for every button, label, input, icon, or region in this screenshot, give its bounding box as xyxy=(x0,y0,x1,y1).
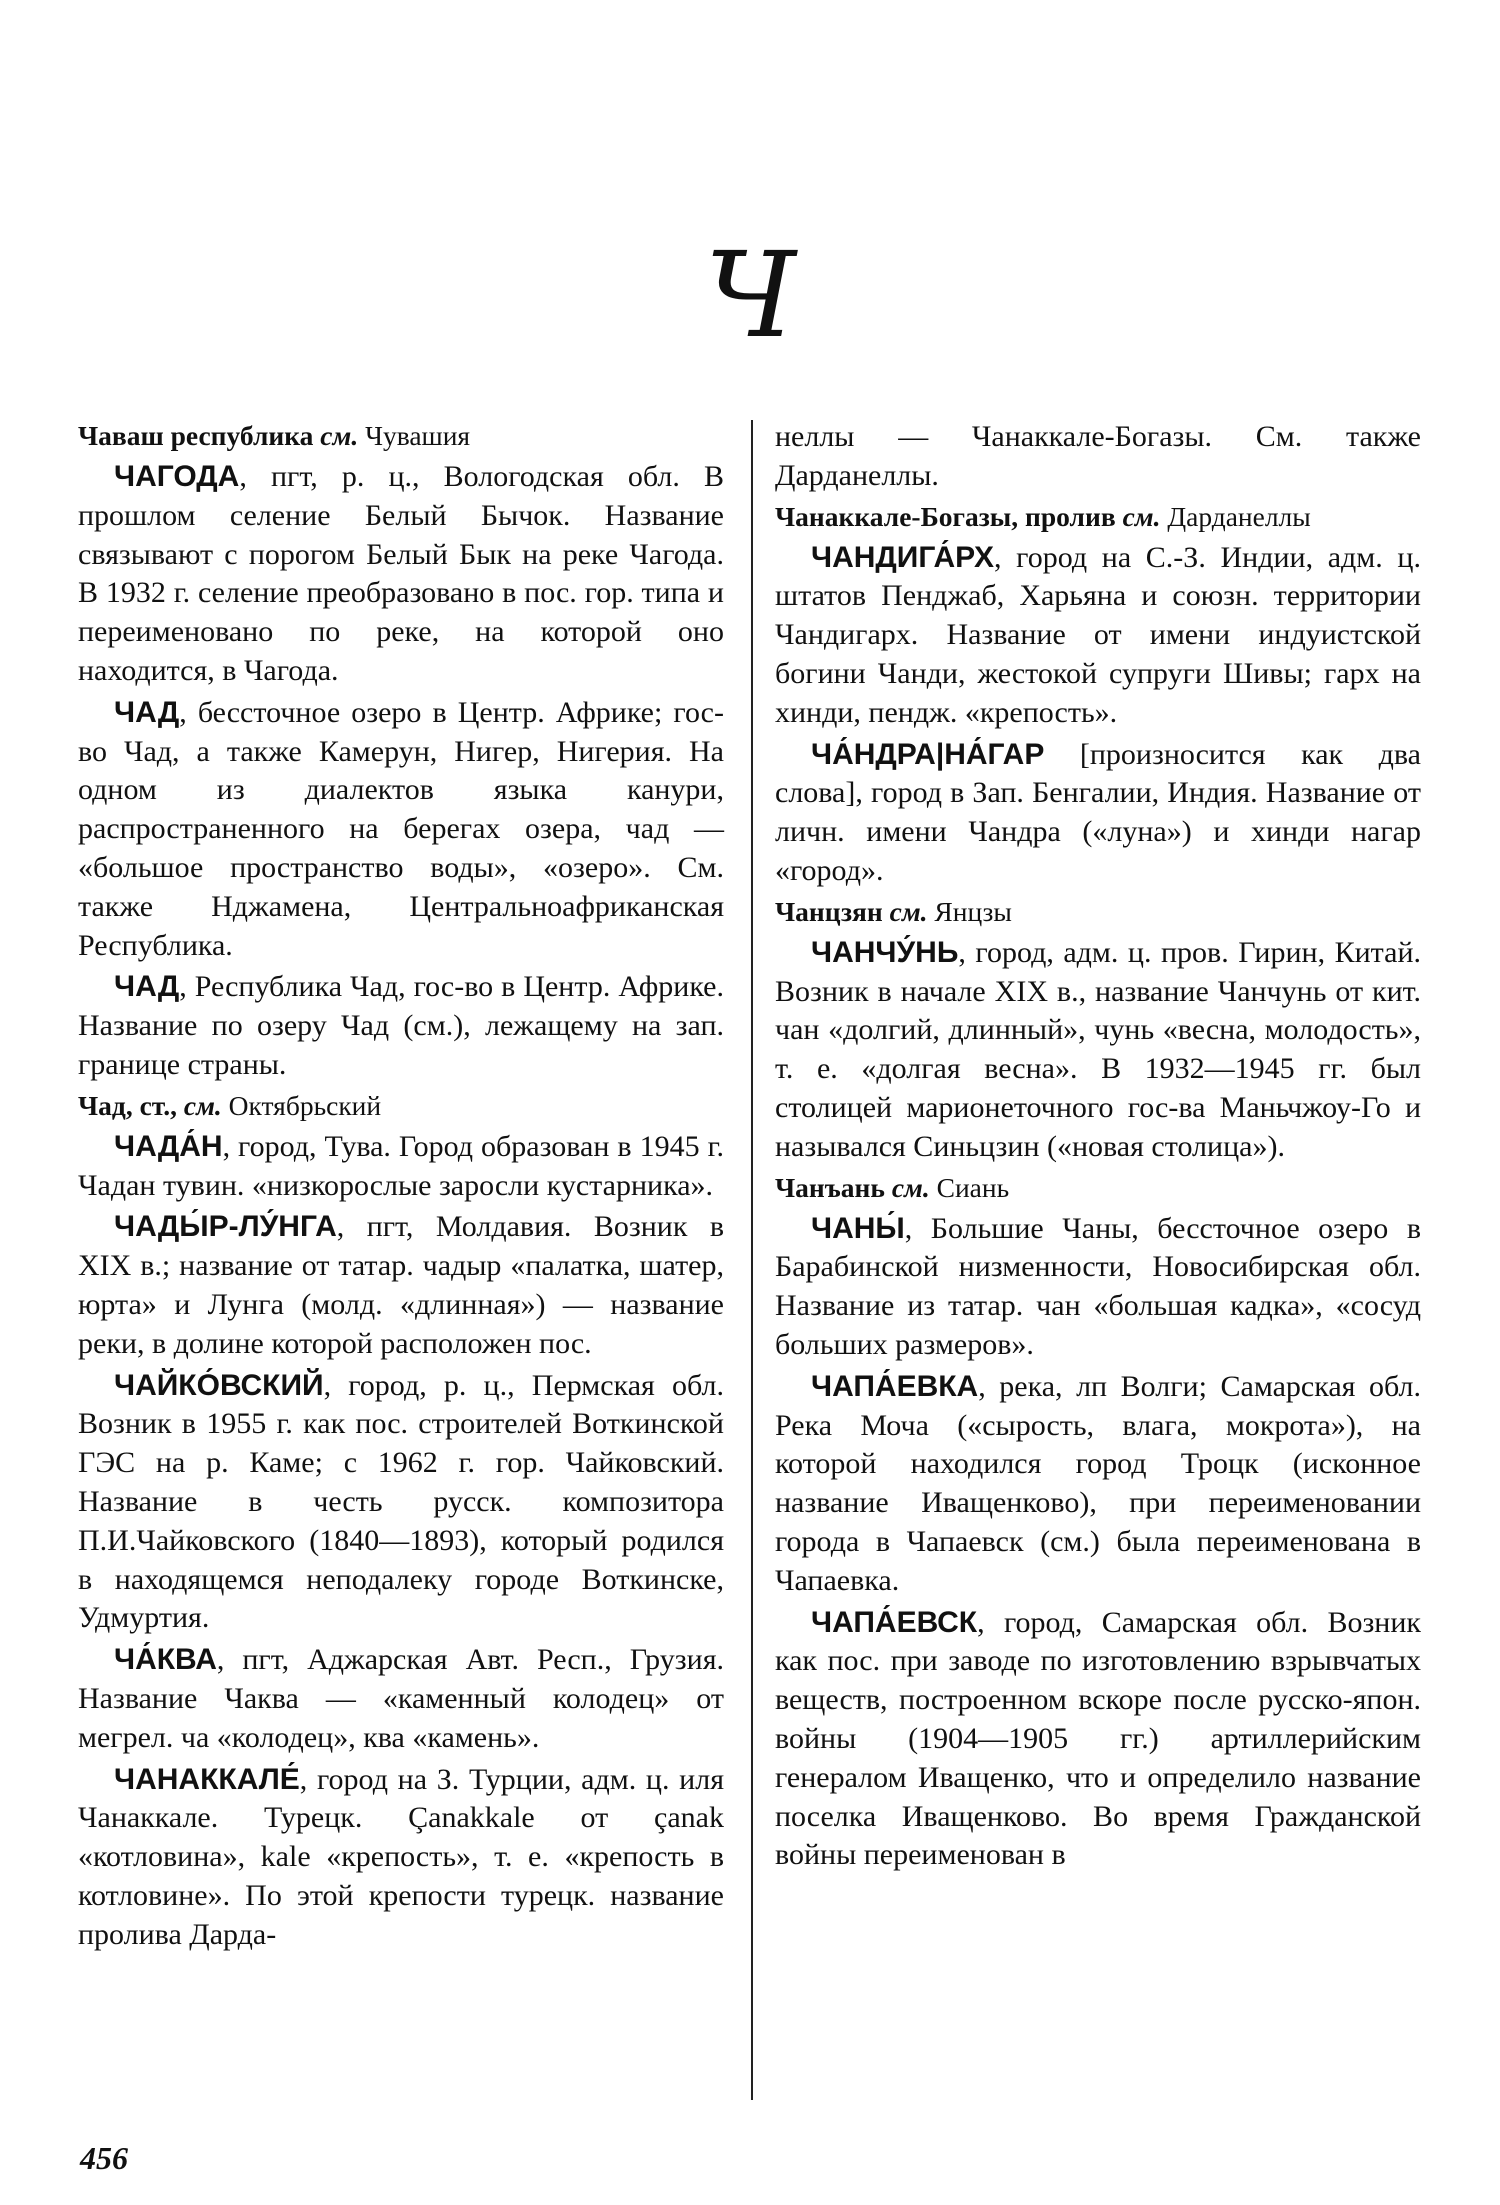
dictionary-entry xyxy=(78,1367,724,1639)
entry-headword: ЧА́КВА xyxy=(114,1643,217,1677)
entry-text: , город, адм. ц. пров. Гирин, Китай. Возник в начале XIX в., название Чанчунь от кит. чан «долгий, длинный», чунь «весна, молодость», т. е. «долгая весна». В 1932—1945 гг. был столицей марионеточного гос-ва Маньчжоу-Го и назывался Синьцзин («новая столица»). xyxy=(775,935,1421,1163)
entry-text: , город, Тува. Город образован в 1945 г. Чадан тувин. «низкорослые заросли кустарника». xyxy=(78,1129,724,1202)
dictionary-entry xyxy=(775,499,1421,535)
entry-text: Дарданеллы xyxy=(1160,500,1311,532)
dictionary-entry xyxy=(775,539,1421,733)
entry-text: [произносится как два слова], город в Зап. Бенгалии, Индия. Название от личн. имени Чандра («луна») и хинди нагар «город». xyxy=(775,737,1421,887)
entry-text: Октябрьский xyxy=(221,1089,382,1121)
entry-text: Чувашия xyxy=(358,420,471,451)
entry-headword: ЧАПА́ЕВКА xyxy=(811,1369,979,1403)
entry-headword: Чанаккале-Богазы, пролив xyxy=(775,500,1116,532)
entry-text: , город на С.-З. Индии, адм. ц. штатов Пенджаб, Харьяна и союзн. территории Чандигарх. Название от имени индуистской богини Чанди, жестокой супруги Шивы; гарх на хинди, пендж. «крепость». xyxy=(775,540,1421,729)
entry-text: , Республика Чад, гос-во в Центр. Африке. Название по озеру Чад (см.), лежащему на зап. границе страны. xyxy=(78,970,724,1081)
dictionary-entry xyxy=(78,1208,724,1363)
entry-text: , пгт, р. ц., Вологодская обл. В прошлом селение Белый Бычок. Название связывают с порогом Белый Бык на реке Чагода. В 1932 г. селение преобразовано в пос. гор. типа и переименовано по реке, на которой оно находится, в Чагода. xyxy=(78,460,724,687)
entry-headword: ЧАГОДА xyxy=(114,460,240,493)
entry-text: , Большие Чаны, бессточное озеро в Барабинской низменности, Новосибирская обл. Название из татар. чан «большая кадка», «сосуд больших размеров». xyxy=(775,1211,1421,1361)
entry-headword: ЧАДЫ́Р-ЛУ́НГА xyxy=(114,1210,337,1244)
dictionary-entry xyxy=(775,1210,1421,1365)
entry-headword: Чанъань xyxy=(775,1171,885,1203)
entry-reference: см. xyxy=(882,895,928,927)
section-letter: Ч xyxy=(704,226,796,364)
entry-headword: ЧАД xyxy=(114,695,180,729)
dictionary-entry xyxy=(775,736,1421,891)
dictionary-entry xyxy=(78,968,724,1084)
dictionary-entry xyxy=(78,418,724,454)
entry-text: , пгт, Аджарская Авт. Респ., Грузия. Название Чаква — «каменный колодец» от мегрел. ча «колодец», ква «камень». xyxy=(78,1643,724,1754)
dictionary-entry xyxy=(775,418,1421,496)
entry-headword: ЧАНЫ́ xyxy=(811,1211,905,1245)
entry-reference: см. xyxy=(320,420,359,451)
entry-reference: см. xyxy=(884,1171,930,1203)
entry-headword: Чад, ст., xyxy=(78,1089,177,1121)
page-number: 456 xyxy=(80,2140,128,2176)
dictionary-entry xyxy=(78,1128,724,1206)
dictionary-entry xyxy=(78,1641,724,1757)
dictionary-entry xyxy=(775,934,1421,1167)
entry-headword: ЧАДА́Н xyxy=(114,1129,223,1163)
entry-headword: ЧАНДИГА́РХ xyxy=(811,540,995,574)
dictionary-entry xyxy=(775,894,1421,930)
entry-text: , город, р. ц., Пермская обл. Возник в 1955 г. как пос. строителей Воткинской ГЭС на р. Каме; с 1962 г. гор. Чайковский. Название в честь русск. композитора П.И.Чайковского (1840—1893), который родился в находящемся неподалеку городе Воткинске, Удмуртия. xyxy=(78,1368,724,1635)
dictionary-entry xyxy=(78,1088,724,1124)
entry-headword: ЧАНАККАЛЕ́ xyxy=(114,1762,300,1796)
dictionary-entry xyxy=(775,1170,1421,1206)
entry-text: неллы — Чанаккале-Богазы. См. также Дарданеллы. xyxy=(775,420,1421,492)
entry-reference: см. xyxy=(177,1089,222,1121)
dictionary-entry xyxy=(775,1368,1421,1601)
entry-text: , город, Самарская обл. Возник как пос. при заводе по изготовлению взрывчатых веществ, построенном вскоре после русско-япон. войны (1904—1905 гг.) артиллерийским генералом Иващенко, что и определило название поселка Иващенково. Во время Гражданской войны переименован в xyxy=(775,1605,1421,1872)
entry-text: , бессточное озеро в Центр. Африке; гос-во Чад, а также Камерун, Нигер, Нигерия. На одном из диалектов языка канури, распространенного на берегах озера, чад — «большое пространство воды», «озеро». См. также Нджамена, Центральноафриканская Республика. xyxy=(78,695,724,962)
right-column xyxy=(775,418,1421,1878)
entry-headword: ЧАПА́ЕВСК xyxy=(811,1605,978,1639)
dictionary-entry xyxy=(78,694,724,966)
dictionary-entry xyxy=(775,1604,1421,1876)
entry-text: , река, лп Волги; Самарская обл. Река Моча («сырость, влага, мокрота»), на которой находился город Троцк (исконное название Иващенково), при переименовании города в Чапаевск (см.) была переименована в Чапаевка. xyxy=(775,1369,1421,1597)
entry-headword: ЧАНЧУ́НЬ xyxy=(811,935,959,969)
entry-headword: Чанцзян xyxy=(775,895,883,927)
entry-headword: ЧАД xyxy=(114,970,180,1004)
dictionary-entry xyxy=(78,1761,724,1955)
entry-headword: ЧАЙКО́ВСКИЙ xyxy=(114,1368,324,1402)
entry-text: , пгт, Молдавия. Возник в XIX в.; название от татар. чадыр «палатка, шатер, юрта» и Лунга (молд. «длинная») — название реки, в долине которой расположен пос. xyxy=(78,1210,724,1360)
left-column xyxy=(78,418,724,1957)
entry-text: Сиань xyxy=(929,1171,1010,1203)
dictionary-entry xyxy=(78,458,724,691)
entry-reference: см. xyxy=(1115,500,1161,532)
entry-text: , город на З. Турции, адм. ц. иля Чанаккале. Турецк. Çanakkale от çanak «котловина», kale «крепость», т. е. «крепость в котловине». По этой крепости турецк. название пролива Дарда- xyxy=(78,1762,724,1951)
entry-headword: ЧА́НДРА|НА́ГАР xyxy=(811,737,1045,771)
column-divider xyxy=(751,420,753,2100)
entry-text: Янцзы xyxy=(927,895,1012,927)
entry-headword: Чаваш республика xyxy=(78,420,314,451)
